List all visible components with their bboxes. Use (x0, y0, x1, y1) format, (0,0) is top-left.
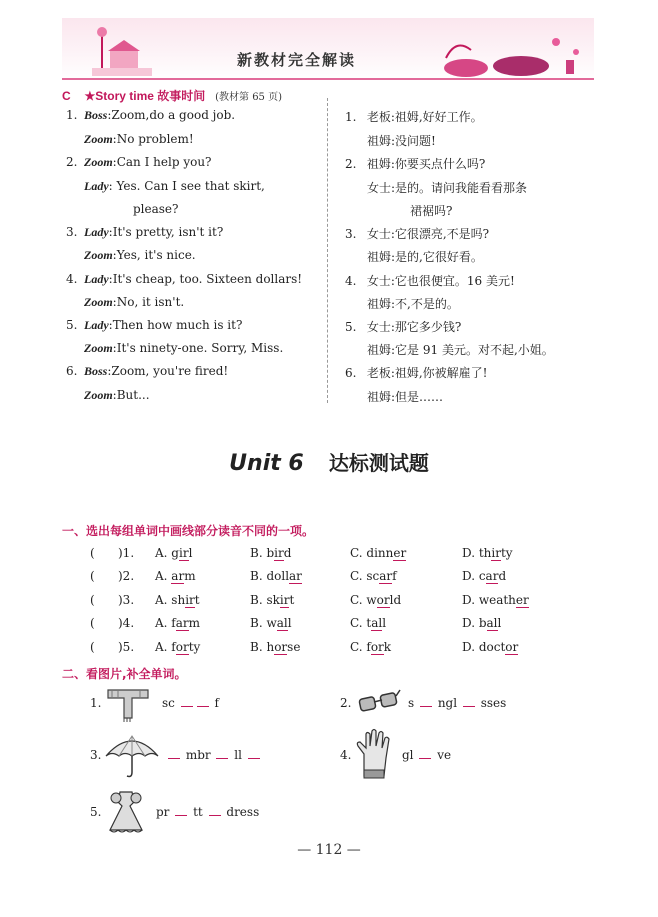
option-c: C. dinner (350, 546, 407, 560)
dialogue-en-line: Zoom:But... (84, 388, 150, 402)
picture-item-5: 5. (90, 805, 102, 819)
question-number: )2. (118, 569, 135, 583)
picture-item-4: 4. (340, 748, 352, 762)
dialogue-en-line: please? (133, 202, 179, 216)
option-a: A. shirt (155, 593, 200, 607)
question-number: )3. (118, 593, 135, 607)
question-number: )1. (118, 546, 135, 560)
question-1-heading: 一、选出每组单词中画线部分读音不同的一项。 (62, 524, 315, 538)
option-d: D. ball (462, 616, 502, 630)
section-c-heading (62, 87, 282, 104)
option-a: A. arm (155, 569, 196, 583)
option-d: D. thirty (462, 546, 513, 560)
page-header (62, 18, 594, 80)
sunglasses-icon (356, 688, 402, 718)
picture-item-1: 1. (90, 696, 102, 710)
question-number: )4. (118, 616, 135, 630)
dialogue-cn-line: 1. 老板:祖姆,好好工作。 (345, 110, 483, 124)
answer-paren-open[interactable]: ( (90, 616, 95, 630)
dialogue-en-line: 3. Lady:It's pretty, isn't it? (66, 225, 224, 239)
option-a: A. farm (155, 616, 201, 630)
option-d: D. weather (462, 593, 529, 607)
dress-icon (104, 788, 148, 836)
dialogue-en-line: 1. Boss:Zoom,do a good job. (66, 108, 236, 122)
dialogue-cn-line: 2. 祖姆:你要买点什么吗? (345, 157, 486, 171)
unit-subtitle: 达标测试题 (328, 451, 429, 475)
question-2-heading: 二、看图片,补全单词。 (62, 667, 187, 681)
answer-paren-open[interactable]: ( (90, 640, 95, 654)
dialogue-cn-line: 裙裾吗? (410, 204, 453, 218)
unit-title (0, 447, 658, 476)
blank[interactable] (248, 748, 260, 759)
option-d: D. doctor (462, 640, 519, 654)
dialogue-cn-line: 祖姆:是的,它很好看。 (367, 250, 483, 264)
dialogue-en-line: Lady: Yes. Can I see that skirt, (84, 179, 265, 193)
blank[interactable] (420, 696, 432, 707)
word-blank-3[interactable]: mbr ll (166, 748, 262, 762)
header-title: 新教材完全解读 (237, 51, 357, 69)
blank[interactable] (216, 748, 228, 759)
option-c: C. scarf (350, 569, 397, 583)
dialogue-en-line: Zoom:Yes, it's nice. (84, 248, 196, 262)
flower-decoration-icon (436, 28, 586, 78)
dialogue-cn-line: 5. 女士:那它多少钱? (345, 320, 462, 334)
blank[interactable] (168, 748, 180, 759)
section-letter: C (62, 89, 71, 103)
section-title: ★Story time 故事时间 (84, 89, 206, 103)
blank[interactable] (419, 748, 431, 759)
word-blank-1[interactable]: sc f (162, 696, 219, 710)
glove-icon (354, 728, 394, 780)
dialogue-en-line: 5. Lady:Then how much is it? (66, 318, 243, 332)
picture-item-2: 2. (340, 696, 352, 710)
blank[interactable] (175, 805, 187, 816)
option-a: A. girl (155, 546, 193, 560)
word-blank-4[interactable]: gl ve (402, 748, 452, 762)
question-number: )5. (118, 640, 135, 654)
dialogue-en-line: Zoom:It's ninety-one. Sorry, Miss. (84, 341, 284, 355)
option-b: B. horse (250, 640, 301, 654)
dialogue-cn-line: 3. 女士:它很漂亮,不是吗? (345, 227, 490, 241)
picture-item-3: 3. (90, 748, 102, 762)
dialogue-cn-line: 祖姆:没问题! (367, 134, 436, 148)
blank[interactable] (463, 696, 475, 707)
column-divider (327, 98, 328, 403)
option-b: B. dollar (250, 569, 302, 583)
blank[interactable] (181, 696, 193, 707)
dialogue-en-line: Zoom:No problem! (84, 132, 194, 146)
option-b: B. bird (250, 546, 292, 560)
dialogue-cn-line: 祖姆:但是…… (367, 390, 444, 404)
answer-paren-open[interactable]: ( (90, 546, 95, 560)
dialogue-cn-line: 6. 老板:祖姆,你被解雇了! (345, 366, 488, 380)
dialogue-cn-line: 祖姆:不,不是的。 (367, 297, 459, 311)
dialogue-cn-line: 祖姆:它是 91 美元。对不起,小姐。 (367, 343, 554, 357)
house-tree-decoration-icon (92, 24, 152, 78)
option-a: A. forty (155, 640, 201, 654)
section-source: (教材第 65 页) (215, 92, 282, 103)
option-c: C. fork (350, 640, 392, 654)
word-blank-2[interactable]: s ngl sses (408, 696, 507, 710)
blank[interactable] (209, 805, 221, 816)
dialogue-en-line: 2. Zoom:Can I help you? (66, 155, 212, 169)
word-blank-5[interactable]: pr tt dress (156, 805, 260, 819)
dialogue-en-line: 6. Boss:Zoom, you're fired! (66, 364, 229, 378)
option-c: C. tall (350, 616, 387, 630)
option-b: B. skirt (250, 593, 295, 607)
unit-number: Unit 6 (229, 451, 304, 476)
option-c: C. world (350, 593, 402, 607)
option-b: B. wall (250, 616, 292, 630)
answer-paren-open[interactable]: ( (90, 593, 95, 607)
scarf-icon (104, 684, 152, 724)
dialogue-en-line: 4. Lady:It's cheap, too. Sixteen dollars! (66, 272, 303, 286)
answer-paren-open[interactable]: ( (90, 569, 95, 583)
umbrella-icon (102, 732, 162, 780)
blank[interactable] (197, 696, 209, 707)
dialogue-cn-line: 4. 女士:它也很便宜。16 美元! (345, 274, 515, 288)
page-number: — 112 — (297, 842, 361, 858)
option-d: D. card (462, 569, 507, 583)
dialogue-en-line: Zoom:No, it isn't. (84, 295, 185, 309)
dialogue-cn-line: 女士:是的。请问我能看看那条 (367, 181, 528, 195)
header-rule (62, 78, 594, 80)
